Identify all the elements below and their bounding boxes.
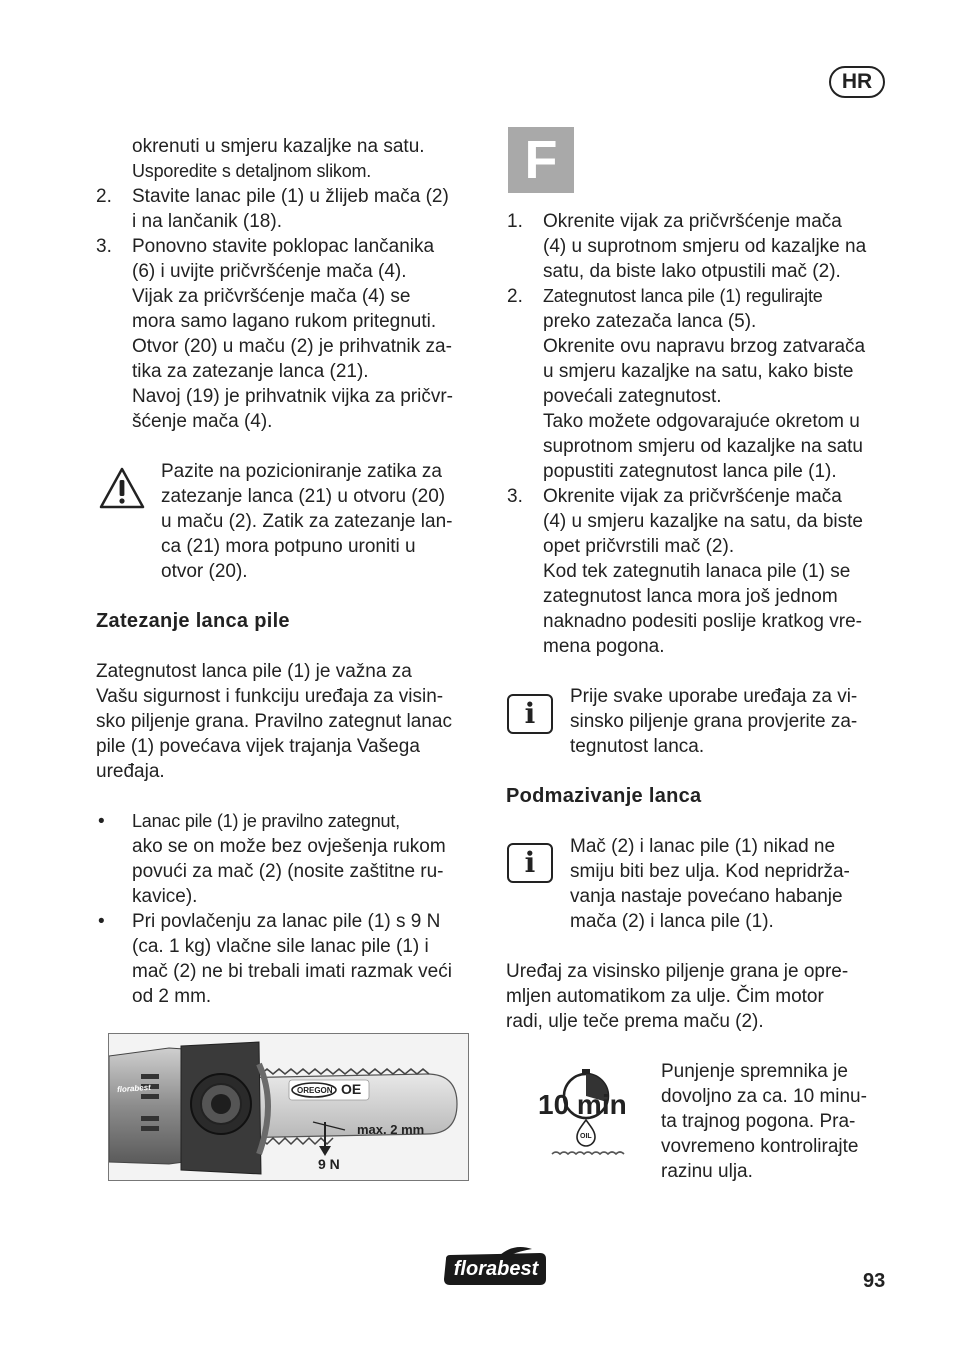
step-line: opet pričvrstili mač (2). [543, 536, 735, 557]
step-line: popustiti zategnutost lanca pile (1). [543, 461, 837, 482]
step-line: u smjeru kazaljke na satu, kako biste [543, 361, 854, 382]
info-icon: i [507, 694, 553, 734]
intro-line: Usporedite s detaljnom slikom. [132, 161, 372, 181]
paragraph-line: radi, ulje teče prema maču (2). [506, 1011, 764, 1032]
bar-brand-text: OREGON [297, 1086, 333, 1095]
section-heading: Zatezanje lanca pile [96, 610, 290, 632]
step-line: preko zatezača lanca (5). [543, 311, 757, 332]
language-badge: HR [829, 66, 885, 98]
step-line: Kod tek zategnutih lanaca pile (1) se [543, 561, 851, 582]
bullet-line: Lanac pile (1) je pravilno zategnut, [132, 811, 400, 831]
oil-drop-label: OIL [580, 1133, 592, 1140]
tension-paragraph [96, 659, 486, 784]
gap-label: max. 2 mm [357, 1122, 425, 1137]
info-note [570, 834, 890, 934]
paragraph-line: mljen automatikom za ulje. Čim motor [506, 986, 824, 1007]
step-line: mora samo lagano rukom pritegnuti. [132, 311, 437, 332]
bullet-mark: • [98, 811, 105, 832]
section-heading: Podmazivanje lanca [506, 785, 702, 807]
warning-line: ca (21) mora potpuno uroniti u [161, 536, 416, 557]
info-line: tegnutost lanca. [570, 736, 705, 757]
step-1 [507, 209, 893, 284]
step-line: Zategnutost lanca pile (1) regulirajte [543, 286, 823, 306]
bullet-line: (ca. 1 kg) vlačne sile lanac pile (1) i [132, 936, 429, 957]
step-line: Ponovno stavite poklopac lančanika [132, 236, 435, 257]
info-note [570, 684, 890, 759]
warning-note [161, 459, 481, 584]
chainsaw-illustration [109, 1034, 468, 1180]
step-line: suprotnom smjeru od kazaljke na satu [543, 436, 863, 457]
force-label: 9 N [318, 1156, 340, 1172]
oil-line: dovoljno za ca. 10 minu- [661, 1086, 867, 1107]
info-icon: i [507, 843, 553, 883]
step-number: 3. [96, 236, 112, 257]
step-line: (4) u suprotnom smjeru od kazaljke na [543, 236, 867, 257]
step-line: (6) i uvijte pričvršćenje mača (4). [132, 261, 407, 282]
step-line: satu, da biste lako otpustili mač (2). [543, 261, 841, 282]
paragraph-line: Zategnutost lanca pile (1) je važna za [96, 661, 412, 682]
info-line: mača (2) i lanca pile (1). [570, 911, 774, 932]
housing-brand: florabest [116, 1082, 152, 1095]
step-line: Otvor (20) u maču (2) je prihvatnik za- [132, 336, 452, 357]
info-line: sinsko piljenje grana provjerite za- [570, 711, 858, 732]
bullet-item [96, 909, 486, 1009]
info-line: vanja nastaje povećano habanje [570, 886, 843, 907]
assembly-steps [96, 184, 486, 434]
info-line: smiju biti bez ulja. Kod nepridrža- [570, 861, 850, 882]
step-line: Stavite lanac pile (1) u žlijeb mača (2) [132, 186, 449, 207]
step-line: zategnutost lanca mora još jednom [543, 586, 838, 607]
step-3 [507, 484, 893, 659]
left-column [96, 134, 486, 434]
intro-line: okrenuti u smjeru kazaljke na satu. [132, 136, 425, 157]
warning-line: Pazite na pozicioniranje zatika za [161, 461, 442, 482]
step-2 [507, 284, 893, 484]
oil-line: Punjenje spremnika je [661, 1061, 848, 1082]
info-line: Prije svake uporabe uređaja za vi- [570, 686, 858, 707]
step-number: 2. [96, 186, 112, 207]
step-line: Okrenite vijak za pričvršćenje mača [543, 486, 842, 507]
bullet-line: mač (2) ne bi trebali imati razmak veći [132, 961, 452, 982]
step-line: Okrenite ovu napravu brzog zatvarača [543, 336, 866, 357]
bullet-mark: • [98, 911, 105, 932]
info-line: Mač (2) i lanac pile (1) nikad ne [570, 836, 836, 857]
bullet-line: povući za mač (2) (nosite zaštitne ru- [132, 861, 444, 882]
step-line: Navoj (19) je prihvatnik vijka za pričvr- [132, 386, 453, 407]
step-line: šćenje mača (4). [132, 411, 273, 432]
step-line: i na lančanik (18). [132, 211, 282, 232]
warning-icon [98, 466, 146, 510]
step-line: Vijak za pričvršćenje mača (4) se [132, 286, 411, 307]
step-line: Okrenite vijak za pričvršćenje mača [543, 211, 842, 232]
warning-line: u maču (2). Zatik za zatezanje lan- [161, 511, 453, 532]
florabest-logo [440, 1245, 550, 1287]
step-line: tika za zatezanje lanca (21). [132, 361, 369, 382]
paragraph-line: Uređaj za visinsko piljenje grana je opre- [506, 961, 849, 982]
oil-line: razinu ulja. [661, 1161, 753, 1182]
paragraph-line: uređaja. [96, 761, 165, 782]
bullet-line: Pri povlačenju za lanac pile (1) s 9 N [132, 911, 441, 932]
bar-brand-mark: OE [341, 1081, 362, 1097]
oil-timer-label: 10 min [538, 1089, 627, 1120]
bullet-line: ako se on može bez ovješenja rukom [132, 836, 446, 857]
oil-note [661, 1059, 901, 1184]
warning-line: otvor (20). [161, 561, 248, 582]
page-number: 93 [863, 1270, 886, 1292]
step-line: naknadno podesiti poslije kratkog vre- [543, 611, 862, 632]
step-number: 1. [507, 211, 523, 232]
step-line: (4) u smjeru kazaljke na satu, da biste [543, 511, 863, 532]
step-line: Tako možete odgovarajuće okretom u [543, 411, 860, 432]
logo-text: florabest [453, 1258, 539, 1280]
paragraph-line: Vašu sigurnost i funkciju uređaja za visin- [96, 686, 444, 707]
step-number: 2. [507, 286, 523, 307]
section-letter-box: F [508, 127, 574, 193]
lubrication-paragraph [506, 959, 892, 1034]
step-3 [96, 234, 486, 434]
step-line: povećali zategnutost. [543, 386, 722, 407]
step-2 [96, 184, 486, 234]
oil-line: ta trajnog pogona. Pra- [661, 1111, 856, 1132]
bullet-item [96, 809, 486, 909]
oil-line: vovremeno kontrolirajte [661, 1136, 859, 1157]
paragraph-line: pile (1) povećava vijek trajanja Vašega [96, 736, 420, 757]
paragraph-line: sko piljenje grana. Pravilno zategnut lanac [96, 711, 452, 732]
bullet-line: kavice). [132, 886, 198, 907]
step-number: 3. [507, 486, 523, 507]
oil-timer-icon [536, 1068, 646, 1164]
warning-line: zatezanje lanca (21) u otvoru (20) [161, 486, 446, 507]
bullet-list [96, 809, 486, 1009]
chain-tension-figure [108, 1033, 469, 1181]
tension-steps [507, 209, 893, 659]
step-line: mena pogona. [543, 636, 665, 657]
bullet-line: od 2 mm. [132, 986, 212, 1007]
